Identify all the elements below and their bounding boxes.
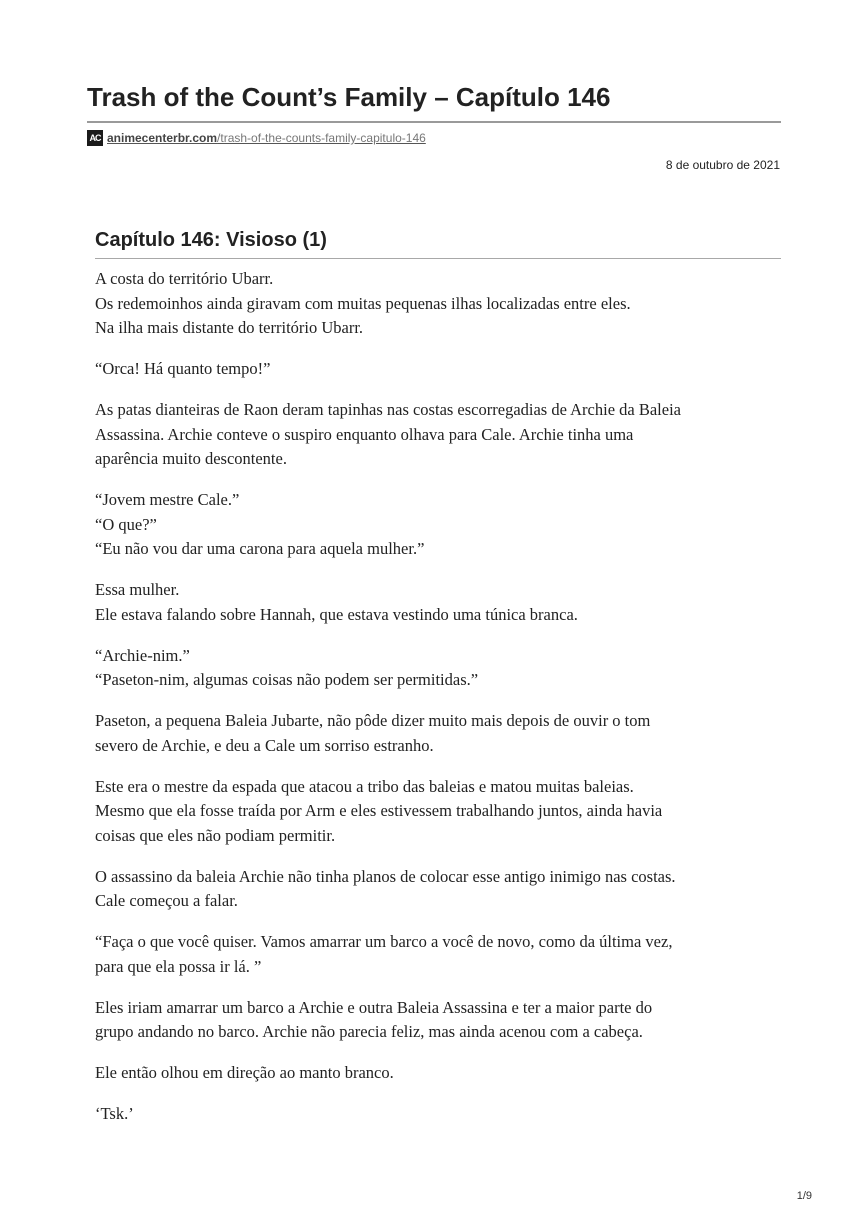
source-domain: animecenterbr.com xyxy=(107,131,218,145)
site-logo-icon: AC xyxy=(87,130,103,146)
paragraph xyxy=(95,930,785,979)
paragraph xyxy=(95,488,785,562)
paragraph-line: “O que?” xyxy=(95,514,157,534)
paragraph xyxy=(95,775,785,849)
source-row xyxy=(87,129,426,147)
paragraph-line: Assassina. Archie conteve o suspiro enquanto olhava para Cale. Archie tinha uma xyxy=(95,424,634,444)
paragraph xyxy=(95,578,785,627)
paragraph-line: Paseton, a pequena Baleia Jubarte, não pôde dizer muito mais depois de ouvir o tom xyxy=(95,711,651,730)
paragraph-line: Cale começou a falar. xyxy=(95,891,238,910)
title-divider xyxy=(87,121,781,123)
paragraph-line: Este era o mestre da espada que atacou a tribo das baleias e matou muitas baleias. xyxy=(95,776,634,796)
paragraph-line: “Paseton-nim, algumas coisas não podem ser permitidas.” xyxy=(95,670,479,689)
paragraph-line: Eles iriam amarrar um barco a Archie e outra Baleia Assassina e ter a maior parte do xyxy=(95,997,653,1017)
chapter-heading: Capítulo 146: Visioso (1) xyxy=(95,229,327,251)
chapter-divider xyxy=(95,258,781,259)
paragraph-line: “Eu não vou dar uma carona para aquela mulher.” xyxy=(95,539,425,558)
paragraph-line: coisas que eles não podiam permitir. xyxy=(95,825,336,845)
chapter-content xyxy=(95,267,785,1143)
paragraph xyxy=(95,996,785,1045)
paragraph-line: “Archie-nim.” xyxy=(95,645,190,665)
paragraph-line: A costa do território Ubarr. xyxy=(95,269,274,288)
paragraph-line: Ele estava falando sobre Hannah, que estava vestindo uma túnica branca. xyxy=(95,604,578,624)
paragraph xyxy=(95,865,785,914)
page-title: Trash of the Count’s Family – Capítulo 146 xyxy=(87,82,611,112)
paragraph-line: “Jovem mestre Cale.” xyxy=(95,490,240,509)
paragraph-line: para que ela possa ir lá. ” xyxy=(95,956,262,976)
paragraph-line: Ele então olhou em direção ao manto branco. xyxy=(95,1063,394,1082)
paragraph-line: Essa mulher. xyxy=(95,580,180,599)
source-path: /trash-of-the-counts-family-capitulo-146 xyxy=(217,131,426,145)
paragraph-line: severo de Archie, e deu a Cale um sorriso estranho. xyxy=(95,735,434,755)
page-number: 1/9 xyxy=(796,1190,812,1202)
paragraph xyxy=(95,357,785,382)
paragraph-line: ‘Tsk.’ xyxy=(95,1104,134,1123)
paragraph-line: aparência muito descontente. xyxy=(95,449,287,468)
paragraph-line: grupo andando no barco. Archie não parecia feliz, mas ainda acenou com a cabeça. xyxy=(95,1022,643,1041)
source-link[interactable] xyxy=(107,131,426,145)
paragraph xyxy=(95,398,785,472)
paragraph xyxy=(95,267,785,341)
paragraph xyxy=(95,709,785,758)
paragraph-line: Mesmo que ela fosse traída por Arm e eles estivessem trabalhando juntos, ainda havia xyxy=(95,801,663,820)
paragraph-line: Os redemoinhos ainda giravam com muitas pequenas ilhas localizadas entre eles. xyxy=(95,293,631,313)
paragraph xyxy=(95,1102,785,1127)
paragraph-line: “Orca! Há quanto tempo!” xyxy=(95,359,271,378)
paragraph-line: Na ilha mais distante do território Ubarr. xyxy=(95,318,364,337)
paragraph-line: O assassino da baleia Archie não tinha planos de colocar esse antigo inimigo nas costas. xyxy=(95,866,676,886)
paragraph xyxy=(95,644,785,693)
paragraph xyxy=(95,1061,785,1086)
paragraph-line: As patas dianteiras de Raon deram tapinhas nas costas escorregadias de Archie da Baleia xyxy=(95,400,681,419)
paragraph-line: “Faça o que você quiser. Vamos amarrar um barco a você de novo, como da última vez, xyxy=(95,932,673,951)
publish-date: 8 de outubro de 2021 xyxy=(665,158,780,172)
